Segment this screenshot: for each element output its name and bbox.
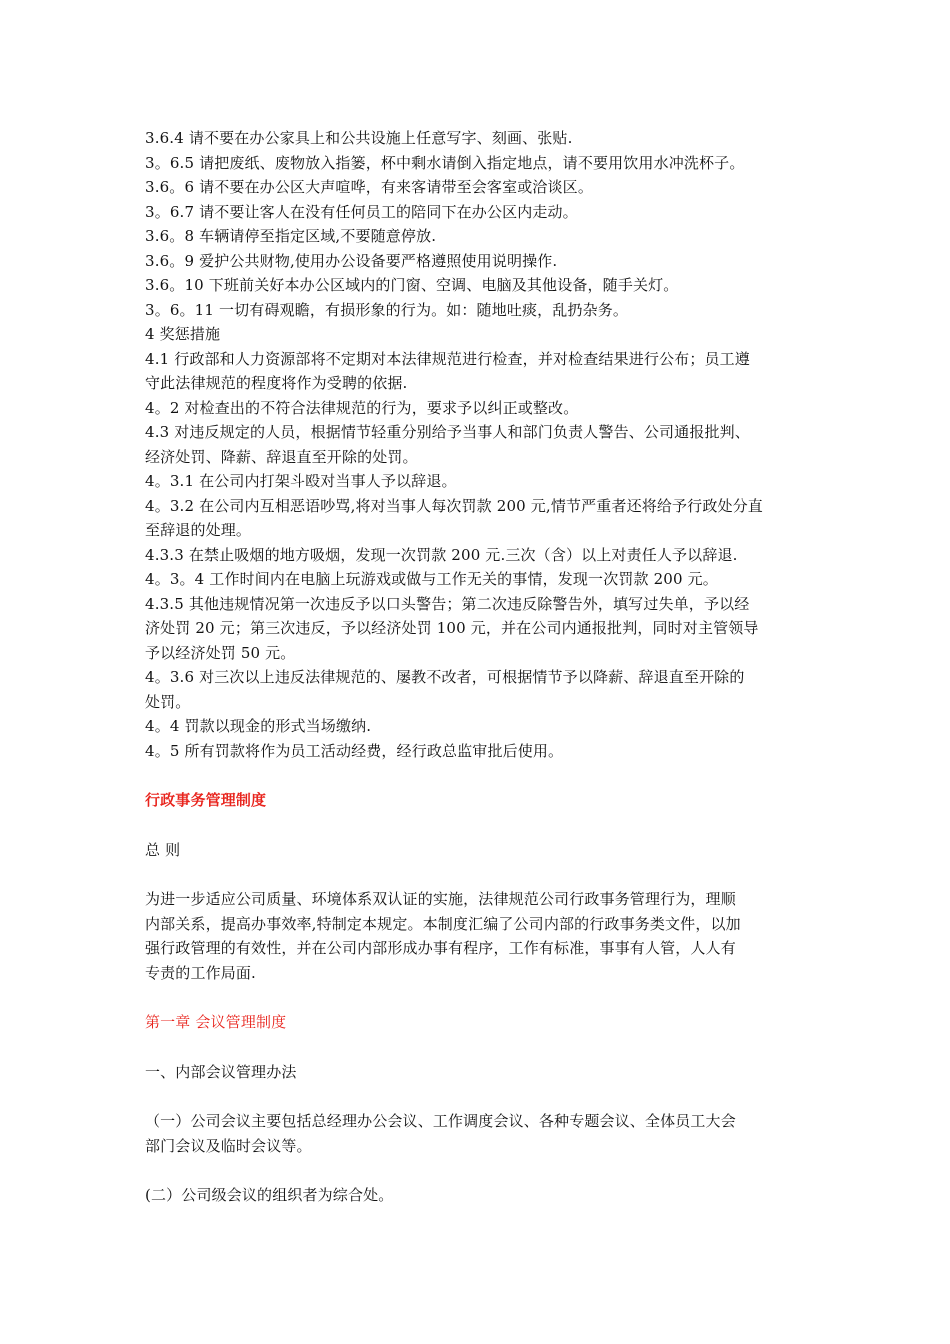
document-page [145,126,817,1208]
general-heading: 总 则 [145,840,181,859]
rule-3-6-5: 3。6.5 请把废纸、废物放入指篓，杯中剩水请倒入指定地点，请不要用饮用水冲洗杯子。 [145,153,745,172]
meeting-item-1-line: （一）公司会议主要包括总经理办公会议、工作调度会议、各种专题会议、全体员工大会 [145,1112,736,1130]
rule-4-3-4: 4。3。4 工作时间内在电脑上玩游戏或做与工作无关的事情，发现一次罚款 200 元。 [145,570,718,588]
rule-4-3-line-2: 经济处罚、降薪、辞退直至开除的处罚。 [145,447,418,466]
rule-4-3-3: 4.3.3 在禁止吸烟的地方吸烟，发现一次罚款 200 元.三次（含）以上对责任人予以辞退. [145,545,738,564]
rule-4-3-5-line-3: 予以经济处罚 50 元。 [145,643,296,662]
rule-3-6-8: 3.6。8 车辆请停至指定区域,不要随意停放. [145,227,437,245]
spacer [145,813,817,838]
rule-4-1-line-2: 守此法律规范的程度将作为受聘的依据. [145,374,408,392]
rule-4-2: 4。2 对检查出的不符合法律规范的行为，要求予以纠正或整改。 [145,398,579,417]
spacer [145,985,817,1010]
rule-3-6-7: 3。6.7 请不要让客人在没有任何员工的陪同下在办公区内走动。 [145,202,578,221]
general-paragraph-line: 为进一步适应公司质量、环境体系双认证的实施，法律规范公司行政事务管理行为，理顺 [145,890,736,908]
rule-4-3-5-line-1: 4.3.5 其他违规情况第一次违反予以口头警告；第二次违反除警告外，填写过失单，予以经 [145,594,750,613]
spacer [145,1084,817,1109]
rule-4-3-5-line-2: 济处罚 20 元；第三次违反，予以经济处罚 100 元，并在公司内通报批判，同时对主管领导 [145,619,759,637]
spacer [145,1035,817,1060]
general-paragraph-line: 强行政管理的有效性，并在公司内部形成办事有程序，工作有标准，事事有人管，人人有 [145,939,736,957]
section-title: 行政事务管理制度 [145,791,267,809]
spacer [145,1158,817,1183]
general-paragraph [145,887,817,985]
subsection-title: 一、内部会议管理办法 [145,1062,297,1081]
meeting-item-1 [145,1109,817,1158]
rule-4-3-6-line-1: 4。3.6 对三次以上违反法律规范的、屡教不改者，可根据情节予以降薪、辞退直至开除的 [145,668,745,686]
general-paragraph-line: 专责的工作局面. [145,963,256,982]
general-paragraph-line: 内部关系，提高办事效率,特制定本规定。本制度汇编了公司内部的行政事务类文件，以加 [145,914,741,933]
meeting-item-1-line: 部门会议及临时会议等。 [145,1136,312,1155]
spacer [145,763,817,788]
rule-4-3-1: 4。3.1 在公司内打架斗殴对当事人予以辞退。 [145,472,457,490]
rule-3-6-6: 3.6。6 请不要在办公区大声喧哗，有来客请带至会客室或洽谈区。 [145,178,593,196]
rule-3-6-10: 3.6。10 下班前关好本办公区域内的门窗、空调、电脑及其他设备，随手关灯。 [145,276,679,294]
section-heading-rewards-penalties: 4 奖惩措施 [145,325,221,343]
spacer [145,862,817,887]
rules-list [145,126,817,763]
rule-4-1-line-1: 4.1 行政部和人力资源部将不定期对本法律规范进行检查，并对检查结果进行公布；员工遵 [145,349,750,368]
rule-4-3-2-line-1: 4。3.2 在公司内互相恶语吵骂,将对当事人每次罚款 200 元,情节严重者还将给予行政处分直 [145,496,763,515]
rule-3-6-4: 3.6.4 请不要在办公家具上和公共设施上任意写字、刻画、张贴. [145,129,573,147]
rule-4-3-6-line-2: 处罚。 [145,692,191,711]
rule-4-5: 4。5 所有罚款将作为员工活动经费，经行政总监审批后使用。 [145,741,564,760]
rule-4-3-2-line-2: 至辞退的处理。 [145,521,252,539]
rule-4-3-line-1: 4.3 对违反规定的人员，根据情节轻重分别给予当事人和部门负责人警告、公司通报批判、 [145,423,750,441]
rule-3-6-9: 3.6。9 爱护公共财物,使用办公设备要严格遵照使用说明操作. [145,251,558,270]
rule-3-6-11: 3。6。11 一切有碍观瞻，有损形象的行为。如：随地吐痰，乱扔杂务。 [145,300,629,319]
rule-4-4: 4。4 罚款以现金的形式当场缴纳. [145,717,372,735]
meeting-item-2: (二）公司级会议的组织者为综合处。 [145,1186,394,1204]
chapter-title: 第一章 会议管理制度 [145,1013,287,1031]
